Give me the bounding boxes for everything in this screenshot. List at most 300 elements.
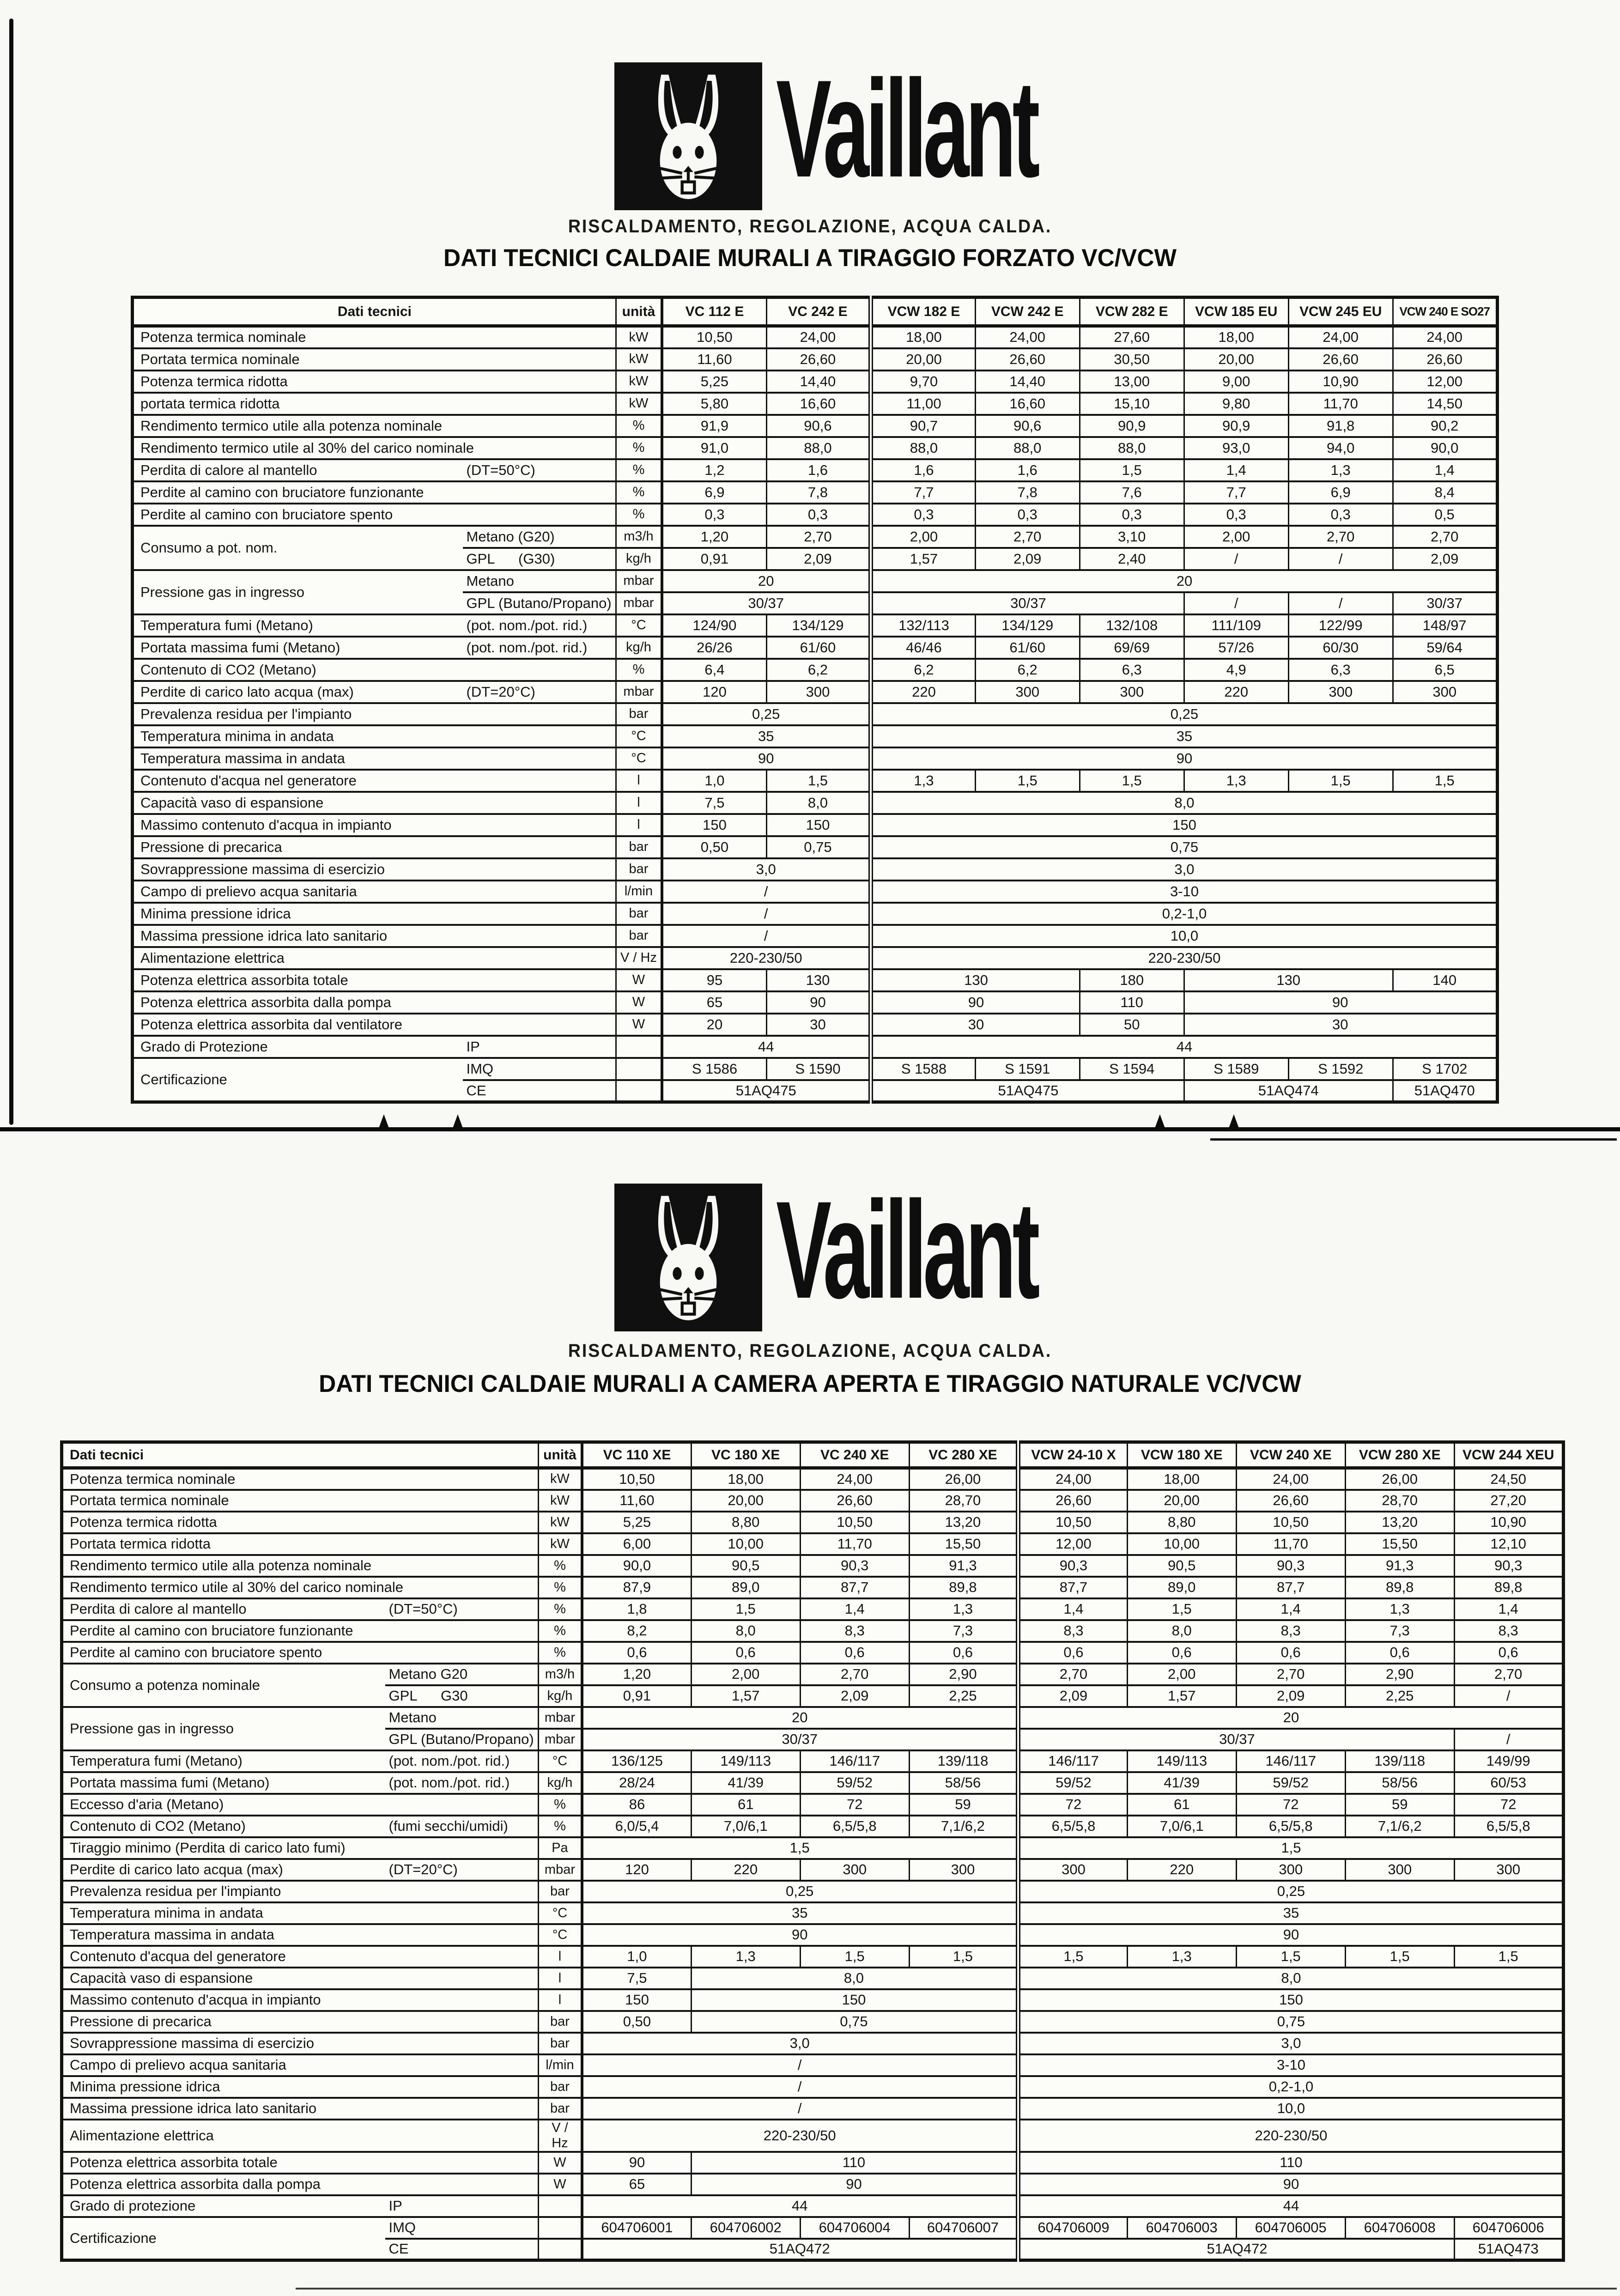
data-cell: 90,3: [1236, 1555, 1345, 1577]
data-cell: 2,70: [766, 526, 871, 548]
data-cell: 35: [1018, 1902, 1563, 1924]
data-cell: 2,25: [909, 1685, 1018, 1707]
data-cell: 1,5: [1454, 1946, 1563, 1968]
column-header: VCW 245 EU: [1288, 298, 1393, 326]
data-cell: S 1588: [871, 1058, 975, 1080]
data-cell: 24,00: [766, 326, 871, 348]
data-cell: 90: [691, 2174, 1018, 2195]
row-unit: %: [616, 659, 662, 681]
corner-header: Dati tecnici: [62, 1442, 539, 1468]
data-cell: 44: [1018, 2195, 1563, 2217]
row-unit: %: [538, 1620, 582, 1642]
row-sublabel: (pot. nom./pot. rid.): [463, 637, 616, 659]
data-cell: 2,90: [1345, 1664, 1454, 1685]
data-cell: 2,70: [1454, 1664, 1563, 1685]
data-cell: 3,10: [1080, 526, 1184, 548]
scan-spike-artifact: [1155, 1114, 1165, 1128]
row-label: Rendimento termico utile alla potenza nominale: [62, 1555, 539, 1577]
row-unit: kg/h: [616, 637, 662, 659]
data-cell: 150: [766, 814, 871, 836]
data-cell: 15,50: [909, 1533, 1018, 1555]
data-cell: 26,60: [800, 1490, 909, 1512]
row-sublabel: IMQ: [463, 1058, 616, 1080]
data-cell: 8,80: [691, 1512, 800, 1533]
row-label: Temperatura minima in andata: [133, 725, 616, 747]
row-label: Potenza termica nominale: [133, 326, 616, 348]
data-cell: 60/53: [1454, 1772, 1563, 1794]
tech-table-camera-aperta: [60, 1440, 1565, 2262]
data-cell: 51AQ475: [662, 1080, 871, 1102]
data-cell: 0,6: [1018, 1642, 1127, 1664]
data-cell: 69/69: [1080, 637, 1184, 659]
table-row: [62, 1468, 1564, 1490]
data-cell: 90,3: [800, 1555, 909, 1577]
table-row: [62, 1598, 1564, 1620]
row-unit: %: [538, 1555, 582, 1577]
row-label: Sovrappressione massima di esercizio: [62, 2033, 539, 2054]
row-unit: °C: [538, 1924, 582, 1946]
data-cell: 5,80: [662, 393, 766, 415]
data-cell: 7,8: [975, 481, 1080, 504]
table-row: [62, 1859, 1564, 1881]
data-cell: 58/56: [1345, 1772, 1454, 1794]
table-row: [62, 1794, 1564, 1816]
scan-spike-artifact: [1229, 1114, 1239, 1128]
data-cell: 1,8: [582, 1598, 691, 1620]
data-cell: 0,25: [582, 1881, 1018, 1902]
data-cell: 6,9: [1288, 481, 1393, 504]
table-row: [133, 725, 1498, 747]
data-cell: 1,5: [582, 1837, 1018, 1859]
table-row: [133, 326, 1498, 348]
data-cell: 2,09: [766, 548, 871, 570]
data-cell: 0,75: [871, 836, 1497, 858]
data-cell: 220: [1184, 681, 1288, 703]
column-header: VCW 24-10 X: [1018, 1442, 1127, 1468]
table-row: [133, 570, 1498, 592]
row-unit: m3/h: [616, 526, 662, 548]
data-cell: 10,00: [691, 1533, 800, 1555]
table-row: [62, 2054, 1564, 2076]
data-cell: 61/60: [975, 637, 1080, 659]
data-cell: 300: [1236, 1859, 1345, 1881]
data-cell: 7,0/6,1: [1127, 1816, 1236, 1837]
data-cell: 7,7: [871, 481, 975, 504]
row-unit: bar: [616, 858, 662, 881]
data-cell: 30/37: [662, 592, 871, 614]
data-cell: 90: [871, 747, 1497, 770]
row-unit: kg/h: [616, 548, 662, 570]
column-header: VCW 182 E: [871, 298, 975, 326]
data-cell: 1,3: [1288, 459, 1393, 481]
row-unit: W: [616, 1014, 662, 1036]
data-cell: 44: [662, 1036, 871, 1058]
data-cell: 1,57: [871, 548, 975, 570]
row-label: Portata massima fumi (Metano): [62, 1772, 385, 1794]
data-cell: 51AQ472: [1018, 2239, 1454, 2260]
data-cell: 46/46: [871, 637, 975, 659]
table-row: [62, 1816, 1564, 1837]
data-cell: 24,00: [1393, 326, 1497, 348]
data-cell: 150: [871, 814, 1497, 836]
data-cell: 41/39: [691, 1772, 800, 1794]
data-cell: /: [662, 881, 871, 903]
data-cell: 27,60: [1080, 326, 1184, 348]
data-cell: 3-10: [871, 881, 1497, 903]
data-cell: 72: [1454, 1794, 1563, 1816]
page-junction-line: [0, 1127, 1620, 1131]
data-cell: 1,5: [691, 1598, 800, 1620]
data-cell: 1,5: [1080, 770, 1184, 792]
row-unit: W: [616, 991, 662, 1014]
data-cell: 10,00: [1127, 1533, 1236, 1555]
row-unit: l: [538, 1968, 582, 1989]
table-row: [62, 2011, 1564, 2033]
data-cell: 18,00: [1184, 326, 1288, 348]
row-label: Potenza elettrica assorbita dal ventilatore: [133, 1014, 616, 1036]
data-cell: 90,5: [691, 1555, 800, 1577]
table-row: [62, 1577, 1564, 1598]
data-cell: 0,50: [582, 2011, 691, 2033]
data-cell: 130: [766, 969, 871, 991]
data-cell: 149/113: [691, 1750, 800, 1772]
data-cell: 300: [909, 1859, 1018, 1881]
data-cell: 1,4: [1184, 459, 1288, 481]
row-unit: bar: [616, 925, 662, 947]
data-cell: 10,0: [871, 925, 1497, 947]
data-cell: 300: [1080, 681, 1184, 703]
data-cell: 2,00: [871, 526, 975, 548]
data-cell: 6,5/5,8: [1236, 1816, 1345, 1837]
row-sublabel: (DT=50°C): [385, 1598, 539, 1620]
data-cell: 28,70: [909, 1490, 1018, 1512]
table-row: [133, 415, 1498, 437]
row-sublabel: IP: [463, 1036, 616, 1058]
table-row: [133, 858, 1498, 881]
row-sublabel: (pot. nom./pot. rid.): [463, 614, 616, 637]
row-unit: [538, 2217, 582, 2239]
row-label: Alimentazione elettrica: [62, 2120, 539, 2152]
data-cell: 59: [1345, 1794, 1454, 1816]
row-label: Potenza termica ridotta: [133, 371, 616, 393]
data-cell: 14,40: [766, 371, 871, 393]
data-cell: 18,00: [1127, 1468, 1236, 1490]
row-unit: %: [616, 481, 662, 504]
data-cell: 90: [766, 991, 871, 1014]
data-cell: 8,0: [691, 1620, 800, 1642]
row-unit: W: [538, 2174, 582, 2195]
data-cell: 1,3: [1127, 1946, 1236, 1968]
data-cell: 51AQ474: [1184, 1080, 1393, 1102]
data-cell: 8,0: [1018, 1968, 1563, 1989]
table-row: [133, 903, 1498, 925]
row-label: Perdite di carico lato acqua (max): [62, 1859, 385, 1881]
data-cell: 604706004: [800, 2217, 909, 2239]
row-unit: %: [616, 459, 662, 481]
data-cell: 0,3: [1288, 504, 1393, 526]
data-cell: 91,3: [1345, 1555, 1454, 1577]
data-cell: 3,0: [662, 858, 871, 881]
row-sublabel: CE: [463, 1080, 616, 1102]
row-unit: %: [538, 1794, 582, 1816]
data-cell: 6,5/5,8: [800, 1816, 909, 1837]
table-row: [62, 2120, 1564, 2152]
data-cell: 28/24: [582, 1772, 691, 1794]
data-cell: 30/37: [1018, 1729, 1454, 1750]
data-cell: 24,00: [1288, 326, 1393, 348]
data-cell: 44: [582, 2195, 1018, 2217]
data-cell: 1,6: [871, 459, 975, 481]
row-label: Contenuto di CO2 (Metano): [62, 1816, 385, 1837]
data-cell: 1,5: [1080, 459, 1184, 481]
data-cell: 132/108: [1080, 614, 1184, 637]
table-row: [133, 1036, 1498, 1058]
data-cell: 8,3: [1454, 1620, 1563, 1642]
data-cell: 90,5: [1127, 1555, 1236, 1577]
data-cell: 7,5: [582, 1968, 691, 1989]
data-cell: 2,00: [691, 1664, 800, 1685]
table-row: [62, 2076, 1564, 2098]
data-cell: 26,60: [766, 348, 871, 371]
row-label: Pressione gas in ingresso: [62, 1707, 385, 1750]
data-cell: 20,00: [691, 1490, 800, 1512]
data-cell: 24,50: [1454, 1468, 1563, 1490]
table-row: [62, 1664, 1564, 1685]
row-label: Rendimento termico utile al 30% del carico nominale: [62, 1577, 539, 1598]
row-label: Perdite al camino con bruciatore spento: [62, 1642, 539, 1664]
data-cell: 0,91: [662, 548, 766, 570]
data-cell: 120: [662, 681, 766, 703]
data-cell: 0,75: [1018, 2011, 1563, 2033]
row-label: Perdite al camino con bruciatore funzionante: [133, 481, 616, 504]
table-row: [133, 991, 1498, 1014]
brand-wordmark: Vaillant: [776, 1172, 1037, 1327]
data-cell: 35: [871, 725, 1497, 747]
data-cell: 15,50: [1345, 1533, 1454, 1555]
row-unit: °C: [616, 747, 662, 770]
row-label: Alimentazione elettrica: [133, 947, 616, 969]
row-label: Temperatura massima in andata: [133, 747, 616, 770]
table-row: [133, 393, 1498, 415]
data-cell: 0,6: [1345, 1642, 1454, 1664]
data-cell: 87,7: [1236, 1577, 1345, 1598]
data-cell: 90,3: [1454, 1555, 1563, 1577]
data-cell: 11,60: [662, 348, 766, 371]
row-unit: mbar: [538, 1859, 582, 1881]
row-label: Grado di protezione: [62, 2195, 385, 2217]
table-row: [133, 1058, 1498, 1080]
data-cell: 24,00: [800, 1468, 909, 1490]
data-cell: 220-230/50: [871, 947, 1497, 969]
data-cell: 26,00: [909, 1468, 1018, 1490]
row-unit: [538, 2239, 582, 2260]
row-label: Eccesso d'aria (Metano): [62, 1794, 539, 1816]
row-sublabel: GPL (Butano/Propano): [385, 1729, 539, 1750]
data-cell: 72: [1018, 1794, 1127, 1816]
data-cell: 149/113: [1127, 1750, 1236, 1772]
data-cell: 7,1/6,2: [1345, 1816, 1454, 1837]
table-row: [62, 1642, 1564, 1664]
row-sublabel: Metano G20: [385, 1664, 539, 1685]
row-unit: W: [538, 2152, 582, 2174]
data-cell: 1,5: [909, 1946, 1018, 1968]
brand-tagline: RISCALDAMENTO, REGOLAZIONE, ACQUA CALDA.: [568, 216, 1052, 237]
data-cell: 220-230/50: [1018, 2120, 1563, 2152]
row-label: Minima pressione idrica: [133, 903, 616, 925]
row-unit: %: [538, 1816, 582, 1837]
data-cell: 120: [582, 1859, 691, 1881]
data-cell: 10,50: [1018, 1512, 1127, 1533]
row-label: Rendimento termico utile alla potenza nominale: [133, 415, 616, 437]
data-cell: 8,0: [871, 792, 1497, 814]
corner-header: Dati tecnici: [133, 298, 616, 326]
row-unit: mbar: [616, 592, 662, 614]
column-header: VCW 185 EU: [1184, 298, 1288, 326]
table-row: [133, 614, 1498, 637]
table-row: [62, 1924, 1564, 1946]
table-row: [62, 1490, 1564, 1512]
row-label: Grado di Protezione: [133, 1036, 463, 1058]
table-row: [62, 2195, 1564, 2217]
row-label: Portata termica ridotta: [62, 1533, 539, 1555]
data-cell: 91,3: [909, 1555, 1018, 1577]
data-cell: 0,3: [1080, 504, 1184, 526]
column-header: VC 240 XE: [800, 1442, 909, 1468]
table-row: [62, 1902, 1564, 1924]
data-cell: 7,3: [909, 1620, 1018, 1642]
data-cell: 300: [1393, 681, 1497, 703]
data-cell: /: [582, 2076, 1018, 2098]
data-cell: 88,0: [871, 437, 975, 459]
data-cell: 65: [582, 2174, 691, 2195]
data-cell: 0,6: [909, 1642, 1018, 1664]
data-cell: 65: [662, 991, 766, 1014]
data-cell: 41/39: [1127, 1772, 1236, 1794]
data-cell: 20,00: [1127, 1490, 1236, 1512]
data-cell: 90,3: [1018, 1555, 1127, 1577]
row-unit: l: [616, 814, 662, 836]
data-cell: 0,75: [691, 2011, 1018, 2033]
data-cell: S 1590: [766, 1058, 871, 1080]
data-cell: 6,4: [662, 659, 766, 681]
data-cell: 89,8: [909, 1577, 1018, 1598]
data-cell: 2,70: [1393, 526, 1497, 548]
data-cell: 1,5: [1345, 1946, 1454, 1968]
data-cell: 0,5: [1393, 504, 1497, 526]
data-cell: 8,4: [1393, 481, 1497, 504]
table-row: [62, 1707, 1564, 1729]
data-cell: 110: [1018, 2152, 1563, 2174]
data-cell: 51AQ475: [871, 1080, 1184, 1102]
data-cell: 220: [1127, 1859, 1236, 1881]
row-unit: l/min: [538, 2054, 582, 2076]
data-cell: 1,4: [1393, 459, 1497, 481]
data-cell: 30,50: [1080, 348, 1184, 371]
data-cell: 6,0/5,4: [582, 1816, 691, 1837]
data-cell: 2,09: [800, 1685, 909, 1707]
row-unit: m3/h: [538, 1664, 582, 1685]
data-cell: 26,00: [1345, 1468, 1454, 1490]
row-unit: l/min: [616, 881, 662, 903]
data-cell: S 1702: [1393, 1058, 1497, 1080]
data-cell: 30/37: [1393, 592, 1497, 614]
data-cell: 0,25: [1018, 1881, 1563, 1902]
data-cell: 90: [582, 1924, 1018, 1946]
data-cell: 16,60: [975, 393, 1080, 415]
brand-wordmark: Vaillant: [776, 51, 1037, 206]
data-cell: 1,5: [800, 1946, 909, 1968]
data-cell: 604706003: [1127, 2217, 1236, 2239]
data-cell: 12,10: [1454, 1533, 1563, 1555]
data-cell: 11,60: [582, 1490, 691, 1512]
data-cell: 1,5: [1127, 1598, 1236, 1620]
scan-edge-artifact: [9, 18, 13, 1125]
data-cell: 139/118: [909, 1750, 1018, 1772]
data-cell: 146/117: [800, 1750, 909, 1772]
row-label: Portata termica nominale: [62, 1490, 539, 1512]
data-cell: 26,60: [1288, 348, 1393, 371]
data-cell: 604706005: [1236, 2217, 1345, 2239]
table-row: [62, 1946, 1564, 1968]
data-cell: 0,75: [766, 836, 871, 858]
row-unit: kW: [616, 371, 662, 393]
data-cell: 1,6: [975, 459, 1080, 481]
data-cell: 3,0: [582, 2033, 1018, 2054]
row-unit: bar: [538, 2011, 582, 2033]
data-cell: 604706008: [1345, 2217, 1454, 2239]
row-unit: °C: [616, 614, 662, 637]
data-cell: 124/90: [662, 614, 766, 637]
row-label: Pressione di precarica: [62, 2011, 539, 2033]
data-cell: 130: [871, 969, 1080, 991]
data-cell: 20: [1018, 1707, 1563, 1729]
data-cell: 7,0/6,1: [691, 1816, 800, 1837]
data-cell: 51AQ473: [1454, 2239, 1563, 2260]
page1-title: DATI TECNICI CALDAIE MURALI A TIRAGGIO FORZATO VC/VCW: [443, 244, 1177, 272]
data-cell: 149/99: [1454, 1750, 1563, 1772]
row-unit: mbar: [538, 1707, 582, 1729]
data-cell: S 1586: [662, 1058, 766, 1080]
row-label: Capacità vaso di espansione: [62, 1968, 539, 1989]
row-unit: kW: [616, 326, 662, 348]
row-unit: W: [616, 969, 662, 991]
data-cell: 1,0: [582, 1946, 691, 1968]
data-cell: 28,70: [1345, 1490, 1454, 1512]
row-label: Massima pressione idrica lato sanitario: [133, 925, 616, 947]
table-row: [133, 637, 1498, 659]
data-cell: 1,5: [766, 770, 871, 792]
data-cell: /: [1184, 592, 1288, 614]
data-cell: 220-230/50: [582, 2120, 1018, 2152]
data-cell: 6,3: [1080, 659, 1184, 681]
data-cell: 0,3: [662, 504, 766, 526]
data-cell: 13,20: [1345, 1512, 1454, 1533]
data-cell: /: [1288, 548, 1393, 570]
data-cell: 0,3: [871, 504, 975, 526]
table-row: [133, 481, 1498, 504]
row-label: Perdite di carico lato acqua (max): [133, 681, 463, 703]
column-header: VCW 240 E SO27: [1393, 298, 1497, 326]
data-cell: 300: [766, 681, 871, 703]
data-cell: 59/52: [1018, 1772, 1127, 1794]
data-cell: 300: [1018, 1859, 1127, 1881]
data-cell: 20: [582, 1707, 1018, 1729]
data-cell: 90: [871, 991, 1080, 1014]
row-unit: V / Hz: [616, 947, 662, 969]
table-row: [62, 1512, 1564, 1533]
row-sublabel: Metano (G20): [463, 526, 616, 548]
row-label: Potenza elettrica assorbita dalla pompa: [133, 991, 616, 1014]
